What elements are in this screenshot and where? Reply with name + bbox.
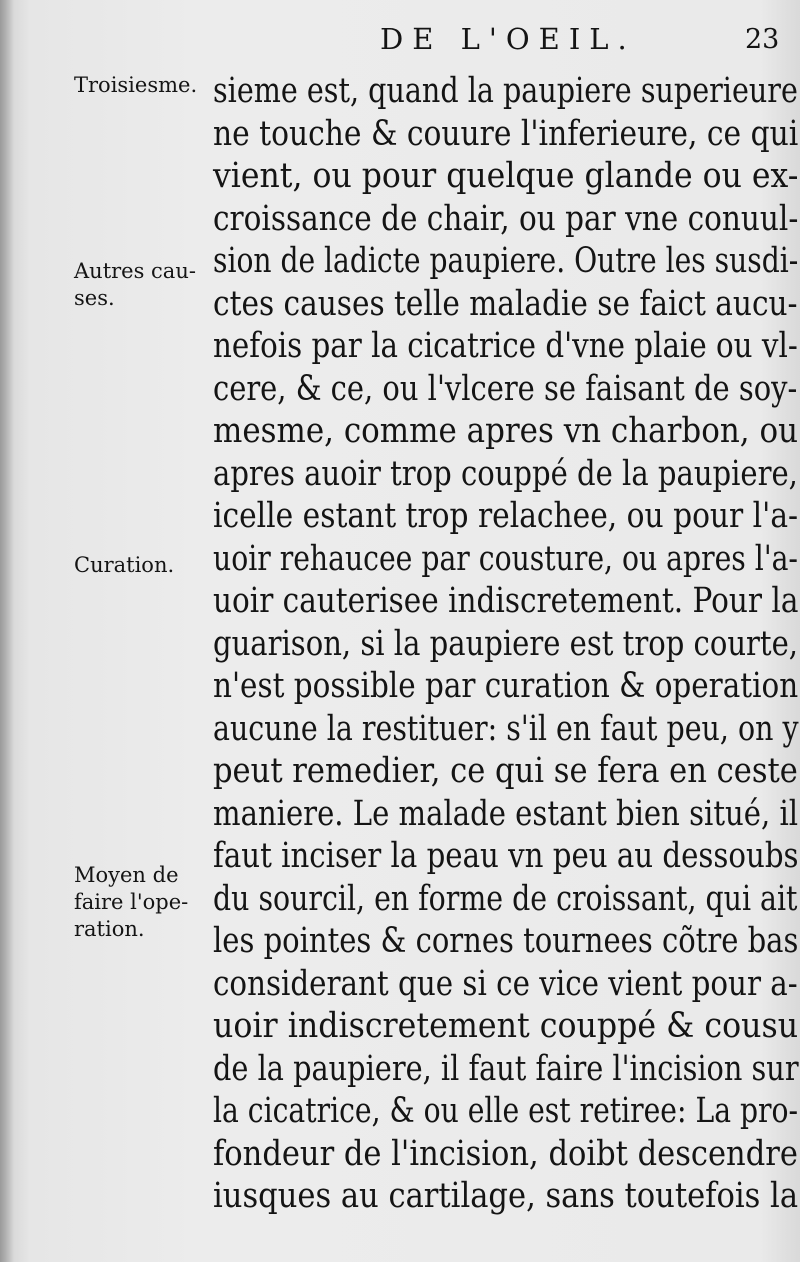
text-line: icelle estant trop relachee, ou pour l'a- (213, 496, 799, 536)
margin-note-autres-causes (74, 258, 196, 312)
text-line: iusques au cartilage, sans toutefois la (213, 1176, 799, 1216)
margin-note-line: faire l'ope- (74, 890, 189, 914)
text-line: peut remedier, ce qui se fera en ceste (213, 751, 798, 791)
text-line: aucune la restituer: s'il en faut peu, on y (213, 708, 799, 749)
margin-note-line: Troisiesme. (74, 73, 198, 97)
running-head: DE L'OEIL. (380, 22, 636, 56)
text-line: nefois par la cicatrice d'vne plaie ou vl- (213, 326, 798, 366)
text-line: la cicatrice, & ou elle est retiree: La pro- (213, 1091, 799, 1131)
margin-note-line: ses. (74, 286, 115, 310)
text-line: uoir cauterisee indiscretement. Pour la (213, 581, 799, 621)
text-line: mesme, comme apres vn charbon, ou (213, 411, 799, 451)
text-line: n'est possible par curation & operation (213, 666, 799, 706)
text-line: cere, & ce, ou l'vlcere se faisant de soy- (213, 368, 798, 409)
text-line: maniere. Le malade estant bien situé, il (213, 793, 799, 834)
page-number: 23 (745, 24, 780, 55)
text-line: apres auoir trop couppé de la paupiere, (213, 453, 798, 494)
margin-note-moyen-operation (74, 862, 188, 943)
margin-note-line: Autres cau- (74, 259, 196, 283)
text-line: faut inciser la peau vn peu au dessoubs (213, 836, 799, 876)
text-line: ne touche & couure l'inferieure, ce qui (213, 113, 799, 154)
binding-shadow (0, 0, 14, 1262)
text-line: du sourcil, en forme de croissant, qui ait (213, 878, 798, 919)
text-line: sion de ladicte paupiere. Outre les susdi- (213, 241, 799, 281)
text-line: les pointes & cornes tournees cõtre bas (213, 921, 799, 961)
text-line: fondeur de l'incision, doibt descendre (213, 1133, 798, 1174)
margin-note-curation (74, 552, 174, 579)
text-line: guarison, si la paupiere est trop courte, (213, 623, 799, 664)
text-line: considerant que si ce vice vient pour a- (213, 963, 798, 1004)
margin-note-troisiesme (74, 72, 197, 99)
text-line: sieme est, quand la paupiere superieure (213, 71, 798, 111)
text-line: uoir indiscretement couppé & cousu (213, 1006, 799, 1046)
text-line: ctes causes telle maladie se faict aucu- (213, 283, 798, 324)
text-line: uoir rehaucee par cousture, ou apres l'a- (213, 538, 798, 579)
text-line: de la paupiere, il faut faire l'incision sur (213, 1048, 799, 1089)
margin-note-line: Curation. (74, 553, 175, 577)
margin-note-line: Moyen de (74, 863, 179, 887)
body-text (213, 70, 798, 1218)
margin-note-line: ration. (74, 917, 145, 941)
text-line: vient, ou pour quelque glande ou ex- (213, 156, 799, 196)
text-line: croissance de chair, ou par vne conuul- (213, 198, 799, 239)
